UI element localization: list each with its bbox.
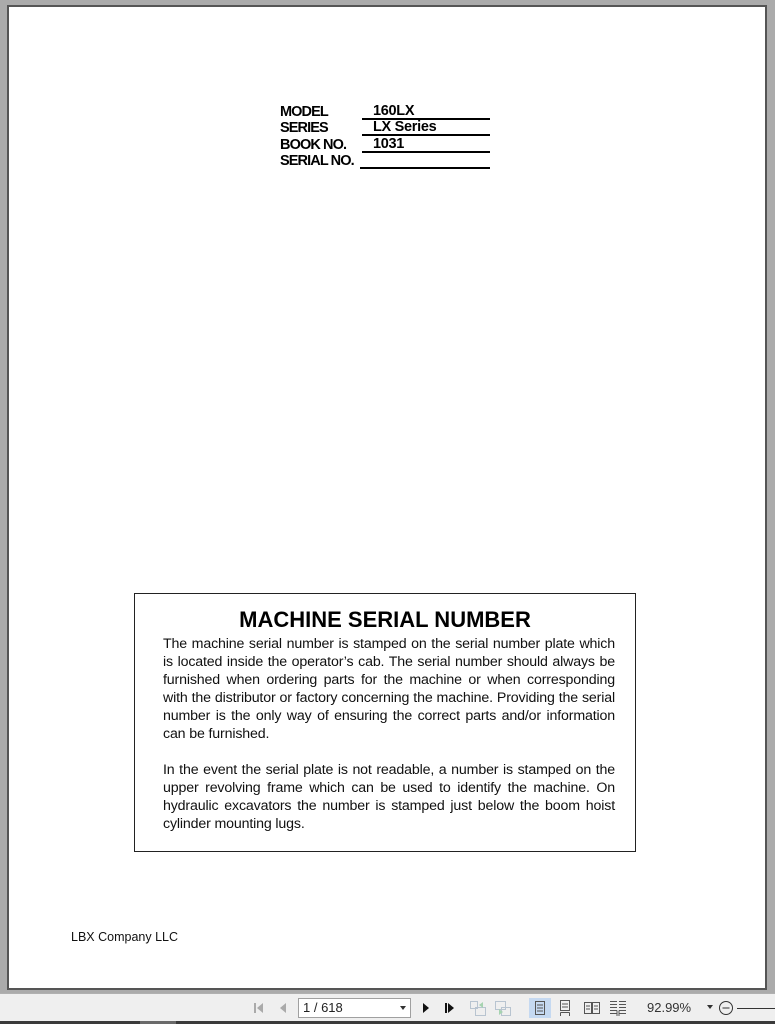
- document-page: [7, 5, 767, 990]
- continuous-facing-view-button[interactable]: [607, 998, 629, 1018]
- machine-serial-number-box: [134, 593, 636, 852]
- field-book-no: [280, 136, 495, 153]
- next-view-button[interactable]: [493, 998, 513, 1018]
- document-info-fields: [280, 103, 495, 169]
- continuous-view-icon: [558, 999, 572, 1017]
- zoom-dropdown-icon[interactable]: [707, 1005, 713, 1009]
- next-page-button[interactable]: [418, 998, 434, 1018]
- facing-view-icon: [583, 1000, 601, 1016]
- continuous-facing-view-icon: [609, 999, 627, 1017]
- previous-page-button[interactable]: [275, 998, 291, 1018]
- field-label: BOOK NO.: [280, 136, 347, 153]
- navigation-toolbar: [0, 993, 775, 1021]
- field-serial-no: [280, 153, 495, 170]
- page-dropdown-icon[interactable]: [400, 1006, 406, 1010]
- continuous-view-button[interactable]: [555, 998, 575, 1018]
- zoom-out-button[interactable]: [718, 998, 734, 1018]
- field-model: [280, 103, 495, 120]
- box-paragraph: In the event the serial plate is not readable, a number is stamped on the upper revolving frame which can be used to identify the machine. On hydraulic excavators the number is stamped just below the boom hoist cylinder mounting lugs.: [163, 762, 615, 832]
- field-label: SERIES: [280, 120, 328, 136]
- zoom-level[interactable]: 92.99%: [647, 1000, 692, 1015]
- field-value: 1031: [362, 137, 490, 153]
- single-page-view-button[interactable]: [529, 998, 551, 1018]
- first-page-button[interactable]: [250, 998, 268, 1018]
- box-paragraph: The machine serial number is stamped on the serial number plate which is located inside the operator’s cab. The serial number should always be furnished when ordering parts for the machine or when corresponding with the distributor or factory concerning the machine. Providing the serial number is the only way of ensuring the correct parts and/or information can be furnished.: [163, 636, 615, 742]
- last-page-button[interactable]: [441, 998, 459, 1018]
- previous-view-icon: [469, 999, 487, 1017]
- previous-view-button[interactable]: [468, 998, 488, 1018]
- field-series: [280, 120, 495, 137]
- next-page-icon: [420, 1001, 432, 1015]
- field-label: SERIAL NO.: [280, 153, 354, 169]
- page-number-input[interactable]: [298, 998, 411, 1018]
- last-page-icon: [443, 1001, 457, 1015]
- zoom-slider[interactable]: [737, 1008, 775, 1009]
- next-view-icon: [494, 999, 512, 1017]
- field-value: 160LX: [362, 104, 490, 120]
- field-value: LX Series: [362, 120, 490, 136]
- box-title: MACHINE SERIAL NUMBER: [239, 607, 531, 632]
- footer-company-name: LBX Company LLC: [71, 930, 179, 944]
- previous-page-icon: [277, 1001, 289, 1015]
- page-indicator: 1 / 618: [303, 1000, 343, 1015]
- single-page-view-icon: [533, 1000, 547, 1016]
- facing-view-button[interactable]: [581, 998, 603, 1018]
- field-value: [360, 153, 490, 169]
- first-page-icon: [252, 1001, 266, 1015]
- field-label: MODEL: [280, 103, 328, 120]
- zoom-out-icon: [718, 1000, 734, 1016]
